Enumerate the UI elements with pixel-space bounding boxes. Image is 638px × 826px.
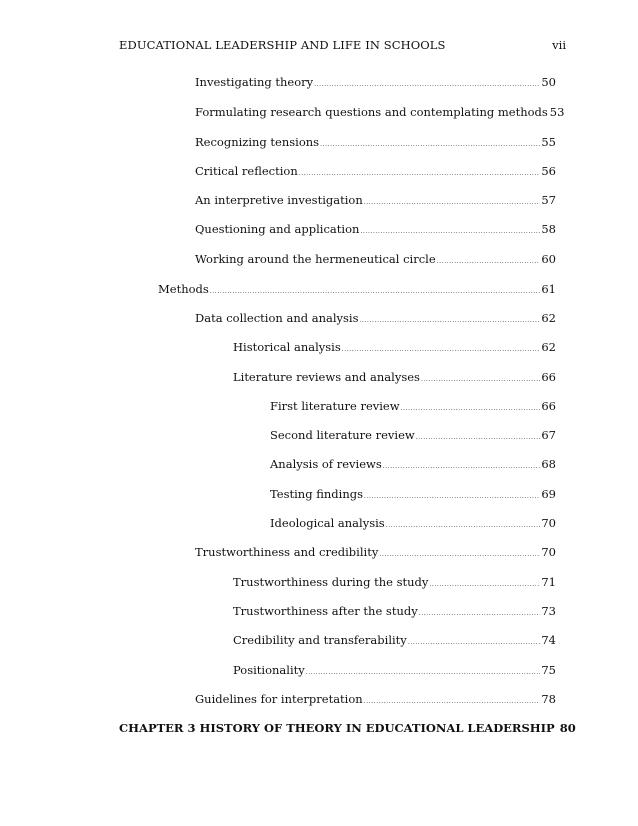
header-page-number: vii bbox=[552, 38, 566, 52]
toc-leader-dots bbox=[408, 635, 541, 651]
toc-entry-label: Second literature review bbox=[270, 428, 415, 442]
toc-entry-label: Literature reviews and analyses bbox=[233, 370, 420, 384]
toc-entry-historical-analysis[interactable] bbox=[233, 339, 556, 355]
toc-entry-page: 62 bbox=[541, 340, 556, 354]
toc-entry-label: Working around the hermeneutical circle bbox=[195, 252, 436, 266]
toc-entry-label: Analysis of reviews bbox=[270, 457, 382, 471]
toc-entry-label: Historical analysis bbox=[233, 340, 341, 354]
toc-leader-dots bbox=[419, 606, 541, 622]
toc-entry-data-collection[interactable] bbox=[195, 310, 556, 326]
toc-entry-label: Credibility and transferability bbox=[233, 633, 407, 647]
toc-entry-label: Trustworthiness during the study bbox=[233, 575, 429, 589]
toc-entry-label: Positionality bbox=[233, 663, 305, 677]
toc-entry-first-literature-review[interactable] bbox=[270, 398, 556, 414]
toc-entry-label: Trustworthiness after the study bbox=[233, 604, 418, 618]
toc-entry-trustworthiness-credibility[interactable] bbox=[195, 544, 556, 560]
toc-leader-dots bbox=[314, 77, 540, 93]
toc-leader-dots bbox=[364, 195, 541, 211]
toc-entry-chapter-3[interactable] bbox=[119, 720, 576, 736]
toc-leader-dots bbox=[401, 401, 541, 417]
toc-entry-page: 78 bbox=[541, 692, 556, 706]
toc-entry-page: 61 bbox=[541, 282, 556, 296]
toc-leader-dots bbox=[364, 694, 541, 710]
toc-entry-questioning-and-application[interactable] bbox=[195, 221, 556, 237]
toc-entry-page: 67 bbox=[541, 428, 556, 442]
toc-entry-methods[interactable] bbox=[158, 281, 556, 297]
toc-leader-dots bbox=[299, 166, 541, 182]
toc-leader-dots bbox=[429, 577, 540, 593]
toc-entry-label: Recognizing tensions bbox=[195, 135, 320, 149]
toc-entry-trustworthiness-during[interactable] bbox=[233, 574, 556, 590]
toc-entry-literature-reviews[interactable] bbox=[233, 369, 556, 385]
toc-entry-page: 73 bbox=[541, 604, 556, 618]
toc-entry-page: 62 bbox=[541, 311, 556, 325]
toc-entry-investigating-theory[interactable] bbox=[195, 74, 556, 90]
toc-entry-page: 58 bbox=[541, 222, 556, 236]
toc-entry-trustworthiness-after[interactable] bbox=[233, 603, 556, 619]
toc-entry-label: Critical reflection bbox=[195, 164, 298, 178]
toc-entry-label: Trustworthiness and credibility bbox=[195, 545, 379, 559]
toc-entry-label: Testing findings bbox=[270, 487, 363, 501]
toc-entry-page: 70 bbox=[541, 516, 556, 530]
toc-entry-page: 55 bbox=[541, 135, 556, 149]
toc-entry-page: 74 bbox=[541, 633, 556, 647]
toc-leader-dots bbox=[210, 284, 541, 300]
toc-leader-dots bbox=[320, 137, 540, 153]
toc-entry-analysis-of-reviews[interactable] bbox=[270, 456, 556, 472]
toc-entry-label: Guidelines for interpretation bbox=[195, 692, 363, 706]
toc-leader-dots bbox=[360, 313, 541, 329]
toc-entry-critical-reflection[interactable] bbox=[195, 163, 556, 179]
toc-entry-page: 75 bbox=[541, 663, 556, 677]
toc-entry-guidelines-interpretation[interactable] bbox=[195, 691, 556, 707]
toc-entry-label: Formulating research questions and contemplating methods bbox=[195, 105, 548, 119]
toc-entry-label: First literature review bbox=[270, 399, 400, 413]
toc-entry-label: Questioning and application bbox=[195, 222, 360, 236]
header-title: EDUCATIONAL LEADERSHIP AND LIFE IN SCHOOLS bbox=[119, 38, 446, 52]
toc-leader-dots bbox=[421, 372, 540, 388]
toc-entry-ideological-analysis[interactable] bbox=[270, 515, 556, 531]
toc-entry-second-literature-review[interactable] bbox=[270, 427, 556, 443]
toc-entry-interpretive-investigation[interactable] bbox=[195, 192, 556, 208]
toc-entry-label: Data collection and analysis bbox=[195, 311, 359, 325]
toc-entry-recognizing-tensions[interactable] bbox=[195, 134, 556, 150]
toc-leader-dots bbox=[437, 254, 541, 270]
toc-entry-page: 70 bbox=[541, 545, 556, 559]
toc-entry-page: 66 bbox=[541, 370, 556, 384]
toc-entry-formulating-research-questions[interactable] bbox=[195, 104, 565, 120]
toc-entry-page: 50 bbox=[541, 75, 556, 89]
toc-entry-page: 66 bbox=[541, 399, 556, 413]
toc-entry-page: 56 bbox=[541, 164, 556, 178]
toc-leader-dots bbox=[416, 430, 541, 446]
toc-entry-label: An interpretive investigation bbox=[195, 193, 363, 207]
toc-leader-dots bbox=[306, 665, 541, 681]
toc-entry-positionality[interactable] bbox=[233, 662, 556, 678]
toc-entry-page: 68 bbox=[541, 457, 556, 471]
toc-leader-dots bbox=[386, 518, 541, 534]
toc-leader-dots bbox=[364, 489, 540, 505]
toc-entry-page: 57 bbox=[541, 193, 556, 207]
toc-entry-page: 80 bbox=[559, 721, 576, 735]
toc-entry-label: Investigating theory bbox=[195, 75, 314, 89]
toc-entry-page: 71 bbox=[541, 575, 556, 589]
toc-entry-page: 60 bbox=[541, 252, 556, 266]
toc-entry-credibility-transferability[interactable] bbox=[233, 632, 556, 648]
toc-entry-page: 69 bbox=[541, 487, 556, 501]
toc-leader-dots bbox=[379, 547, 540, 563]
toc-leader-dots bbox=[383, 459, 541, 475]
toc-entry-label: CHAPTER 3 HISTORY OF THEORY IN EDUCATIONAL LEADERSHIP bbox=[119, 721, 555, 735]
toc-entry-page: 53 bbox=[549, 105, 565, 119]
toc-leader-dots bbox=[360, 224, 540, 240]
toc-leader-dots bbox=[342, 342, 541, 358]
toc-entry-hermeneutical-circle[interactable] bbox=[195, 251, 556, 267]
toc-entry-testing-findings[interactable] bbox=[270, 486, 556, 502]
toc-entry-label: Ideological analysis bbox=[270, 516, 385, 530]
toc-entry-label: Methods bbox=[158, 282, 209, 296]
